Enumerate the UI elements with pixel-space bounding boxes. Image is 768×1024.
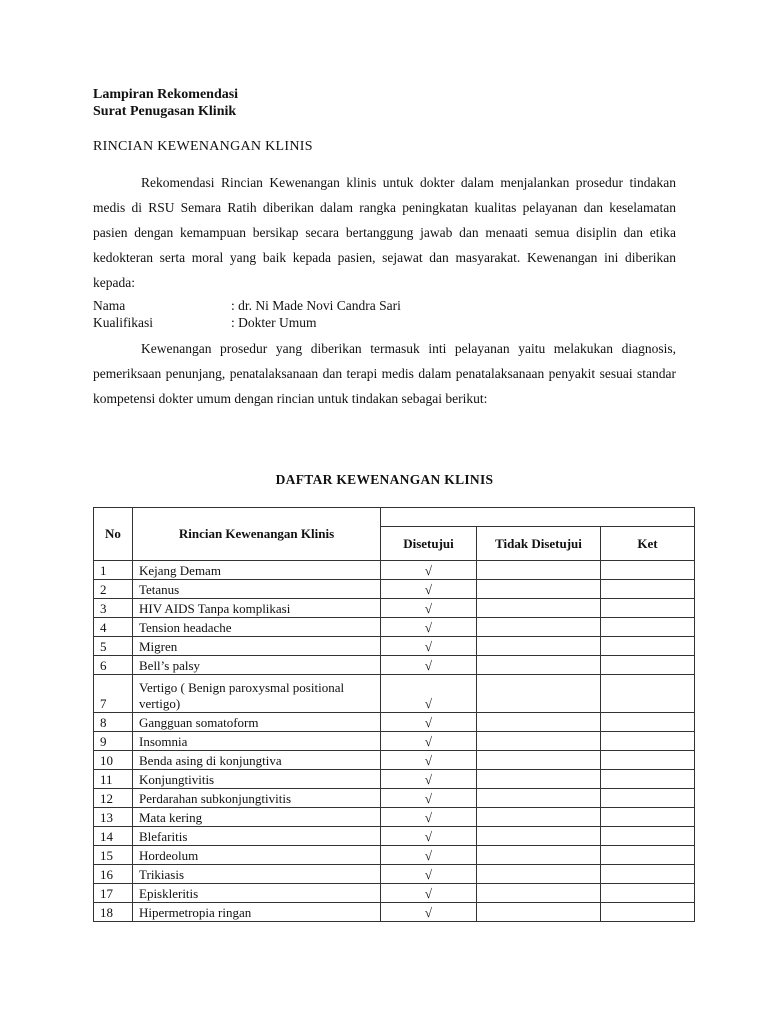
row-approved-check: √ <box>381 618 477 637</box>
header-line-2: Surat Penugasan Klinik <box>93 104 237 119</box>
list-title: DAFTAR KEWENANGAN KLINIS <box>275 471 494 487</box>
row-number: 14 <box>94 827 133 846</box>
row-not-approved <box>477 675 601 713</box>
row-not-approved <box>477 580 601 599</box>
row-note <box>601 656 695 675</box>
row-approved-check: √ <box>381 903 477 922</box>
row-note <box>601 751 695 770</box>
row-approved-check: √ <box>381 713 477 732</box>
row-authority: Benda asing di konjungtiva <box>133 751 381 770</box>
table-row <box>94 751 695 770</box>
row-authority: Vertigo ( Benign paroxysmal positional vertigo) <box>133 675 381 713</box>
row-approved-check: √ <box>381 580 477 599</box>
row-not-approved <box>477 732 601 751</box>
row-authority: Trikiasis <box>133 865 381 884</box>
row-approved-check: √ <box>381 789 477 808</box>
row-not-approved <box>477 561 601 580</box>
row-note <box>601 732 695 751</box>
row-not-approved <box>477 713 601 732</box>
row-note <box>601 903 695 922</box>
row-authority: Konjungtivitis <box>133 770 381 789</box>
row-approved-check: √ <box>381 827 477 846</box>
document-page <box>93 86 676 487</box>
row-note <box>601 561 695 580</box>
row-not-approved <box>477 808 601 827</box>
row-authority: Kejang Demam <box>133 561 381 580</box>
row-authority: Blefaritis <box>133 827 381 846</box>
row-number: 1 <box>94 561 133 580</box>
row-not-approved <box>477 846 601 865</box>
table-row <box>94 656 695 675</box>
row-approved-check: √ <box>381 561 477 580</box>
header-not-approved: Tidak Disetujui <box>477 527 601 561</box>
row-approved-check: √ <box>381 846 477 865</box>
row-authority: Mata kering <box>133 808 381 827</box>
header-approved: Disetujui <box>381 527 477 561</box>
table-row <box>94 865 695 884</box>
row-note <box>601 675 695 713</box>
table-row <box>94 713 695 732</box>
row-not-approved <box>477 637 601 656</box>
row-approved-check: √ <box>381 770 477 789</box>
row-note <box>601 846 695 865</box>
table-row <box>94 770 695 789</box>
name-value: : dr. Ni Made Novi Candra Sari <box>231 298 401 313</box>
row-not-approved <box>477 770 601 789</box>
row-authority: Tension headache <box>133 618 381 637</box>
row-not-approved <box>477 599 601 618</box>
row-not-approved <box>477 656 601 675</box>
qualification-field <box>93 314 317 331</box>
row-note <box>601 884 695 903</box>
qualification-label: Kualifikasi <box>93 315 153 330</box>
row-number: 11 <box>94 770 133 789</box>
row-approved-check: √ <box>381 884 477 903</box>
name-field <box>93 297 401 314</box>
row-note <box>601 580 695 599</box>
row-authority: Hordeolum <box>133 846 381 865</box>
table-row <box>94 599 695 618</box>
row-authority: Bell’s palsy <box>133 656 381 675</box>
qualification-value: : Dokter Umum <box>231 315 317 330</box>
row-note <box>601 865 695 884</box>
authority-table <box>93 507 695 922</box>
row-authority: Gangguan somatoform <box>133 713 381 732</box>
row-number: 2 <box>94 580 133 599</box>
name-label: Nama <box>93 298 126 313</box>
row-approved-check: √ <box>381 732 477 751</box>
row-authority: HIV AIDS Tanpa komplikasi <box>133 599 381 618</box>
intro-paragraph: Rekomendasi Rincian Kewenangan klinis untuk dokter dalam menjalankan prosedur tindakan medis di RSU Semara Ratih diberikan dalam rangka peningkatan kualitas pelayanan dan keselamatan pasien dengan kemampuan bersikap secara bertanggung jawab dan menaati semua disiplin dan etika kedokteran serta moral yang baik kepada pasien, sejawat dan masyarakat. Kewenangan ini diberikan kepada: <box>93 175 676 290</box>
row-note <box>601 827 695 846</box>
table-row <box>94 637 695 656</box>
row-number: 5 <box>94 637 133 656</box>
row-note <box>601 599 695 618</box>
table-row <box>94 732 695 751</box>
row-not-approved <box>477 903 601 922</box>
row-approved-check: √ <box>381 656 477 675</box>
row-authority: Insomnia <box>133 732 381 751</box>
table-body <box>94 561 695 922</box>
row-number: 12 <box>94 789 133 808</box>
table-row <box>94 846 695 865</box>
row-number: 9 <box>94 732 133 751</box>
header-group <box>381 508 695 527</box>
row-approved-check: √ <box>381 865 477 884</box>
row-authority: Episkleritis <box>133 884 381 903</box>
row-not-approved <box>477 884 601 903</box>
section-title: RINCIAN KEWENANGAN KLINIS <box>93 139 313 154</box>
row-authority: Hipermetropia ringan <box>133 903 381 922</box>
table-row <box>94 789 695 808</box>
row-approved-check: √ <box>381 675 477 713</box>
table-row <box>94 580 695 599</box>
row-note <box>601 808 695 827</box>
row-not-approved <box>477 789 601 808</box>
row-note <box>601 770 695 789</box>
row-approved-check: √ <box>381 808 477 827</box>
table-row <box>94 618 695 637</box>
row-not-approved <box>477 865 601 884</box>
row-number: 13 <box>94 808 133 827</box>
table-row <box>94 827 695 846</box>
row-number: 8 <box>94 713 133 732</box>
row-approved-check: √ <box>381 599 477 618</box>
row-note <box>601 637 695 656</box>
row-number: 16 <box>94 865 133 884</box>
table-row <box>94 808 695 827</box>
row-note <box>601 618 695 637</box>
header-name: Rincian Kewenangan Klinis <box>133 508 381 561</box>
row-approved-check: √ <box>381 637 477 656</box>
header-no: No <box>94 508 133 561</box>
table-row <box>94 884 695 903</box>
procedure-paragraph: Kewenangan prosedur yang diberikan termasuk inti pelayanan yaitu melakukan diagnosis, pemeriksaan penunjang, penatalaksanaan dan terapi medis dalam penatalaksanaan penyakit sesuai standar kompetensi dokter umum dengan rincian untuk tindakan sebagai berikut: <box>93 341 676 406</box>
row-approved-check: √ <box>381 751 477 770</box>
row-note <box>601 789 695 808</box>
row-number: 4 <box>94 618 133 637</box>
header-note: Ket <box>601 527 695 561</box>
row-not-approved <box>477 827 601 846</box>
row-not-approved <box>477 751 601 770</box>
row-authority: Migren <box>133 637 381 656</box>
row-number: 6 <box>94 656 133 675</box>
row-number: 18 <box>94 903 133 922</box>
header-line-1: Lampiran Rekomendasi <box>93 87 239 102</box>
row-not-approved <box>477 618 601 637</box>
row-number: 3 <box>94 599 133 618</box>
table-row <box>94 561 695 580</box>
row-number: 17 <box>94 884 133 903</box>
row-authority: Perdarahan subkonjungtivitis <box>133 789 381 808</box>
table-row <box>94 675 695 713</box>
row-number: 15 <box>94 846 133 865</box>
row-authority: Tetanus <box>133 580 381 599</box>
table-row <box>94 903 695 922</box>
row-note <box>601 713 695 732</box>
row-number: 10 <box>94 751 133 770</box>
row-number: 7 <box>94 675 133 713</box>
